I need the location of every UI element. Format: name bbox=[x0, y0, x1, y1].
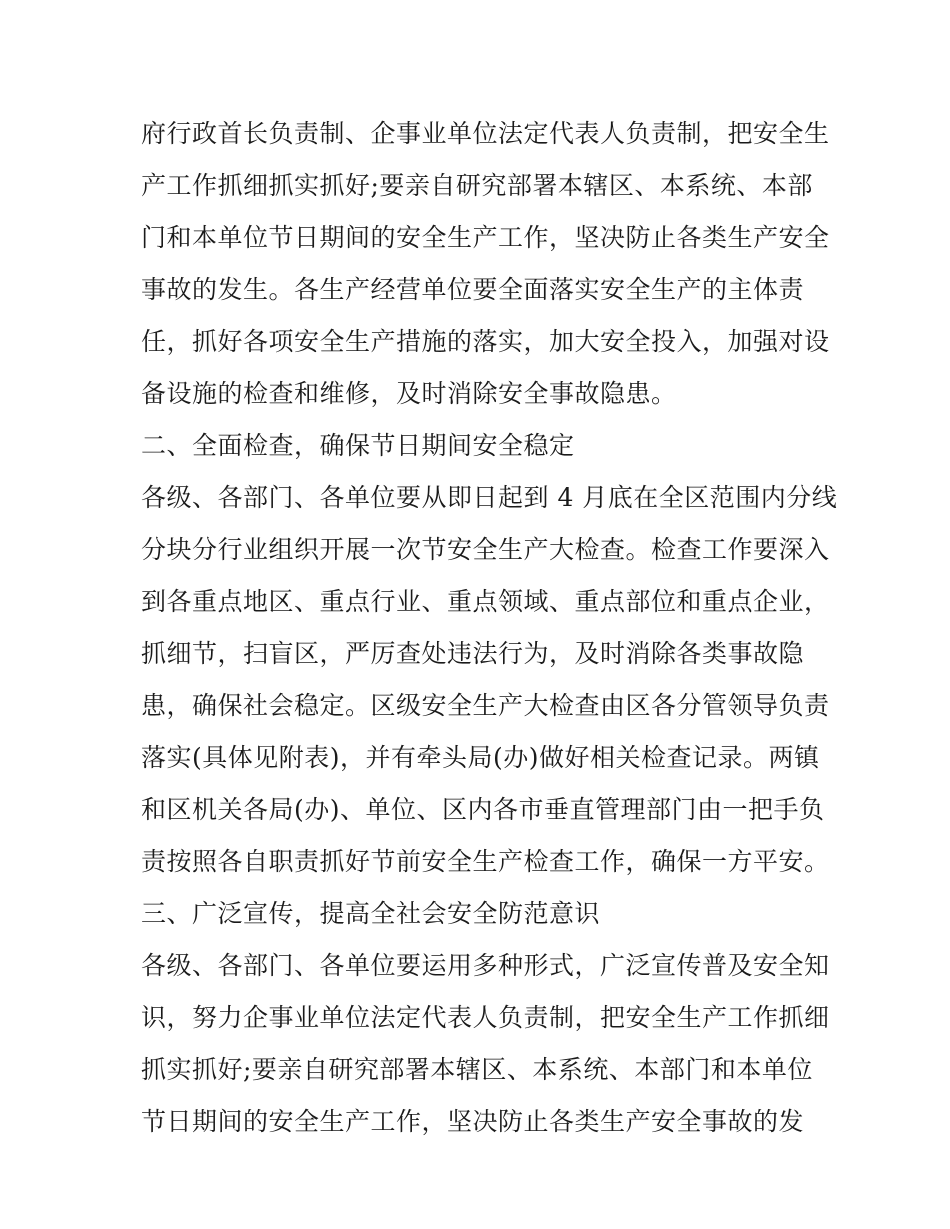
section-heading: 二、全面检查，确保节日期间安全稳定 bbox=[141, 431, 575, 460]
text-line: 和区机关各局(办)、单位、区内各市垂直管理部门由一把手负 bbox=[141, 795, 825, 824]
text-line: 事故的发生。各生产经营单位要全面落实安全生产的主体责 bbox=[141, 275, 805, 304]
text-line: 各级、各部门、各单位要运用多种形式，广泛宣传普及安全知 bbox=[141, 951, 830, 980]
section-heading: 三、广泛宣传，提高全社会安全防范意识 bbox=[141, 899, 601, 928]
text-line: 识，努力企事业单位法定代表人负责制，把安全生产工作抓细 bbox=[141, 1003, 830, 1032]
text-line: 备设施的检查和维修，及时消除安全事故隐患。 bbox=[141, 379, 677, 408]
text-line: 节日期间的安全生产工作，坚决防止各类生产安全事故的发 bbox=[141, 1107, 805, 1136]
text-line: 患，确保社会稳定。区级安全生产大检查由区各分管领导负责 bbox=[141, 691, 830, 720]
text-line: 落实(具体见附表)，并有牵头局(办)做好相关检查记录。两镇 bbox=[141, 743, 820, 772]
text-line: 到各重点地区、重点行业、重点领域、重点部位和重点企业， bbox=[141, 587, 830, 616]
text-line: 门和本单位节日期间的安全生产工作，坚决防止各类生产安全 bbox=[141, 223, 830, 252]
text-line: 产工作抓细抓实抓好;要亲自研究部署本辖区、本系统、本部 bbox=[141, 171, 813, 200]
text-line: 府行政首长负责制、企事业单位法定代表人负责制，把安全生 bbox=[141, 119, 830, 148]
text-line: 抓细节，扫盲区，严厉查处违法行为，及时消除各类事故隐 bbox=[141, 639, 805, 668]
text-line: 各级、各部门、各单位要从即日起到 4 月底在全区范围内分线 bbox=[141, 483, 838, 512]
text-line: 抓实抓好;要亲自研究部署本辖区、本系统、本部门和本单位 bbox=[141, 1055, 813, 1084]
document-body bbox=[141, 108, 838, 1148]
text-line: 任，抓好各项安全生产措施的落实，加大安全投入，加强对设 bbox=[141, 327, 830, 356]
text-line: 责按照各自职责抓好节前安全生产检查工作，确保一方平安。 bbox=[141, 847, 830, 876]
text-line: 分块分行业组织开展一次节安全生产大检查。检查工作要深入 bbox=[141, 535, 830, 564]
